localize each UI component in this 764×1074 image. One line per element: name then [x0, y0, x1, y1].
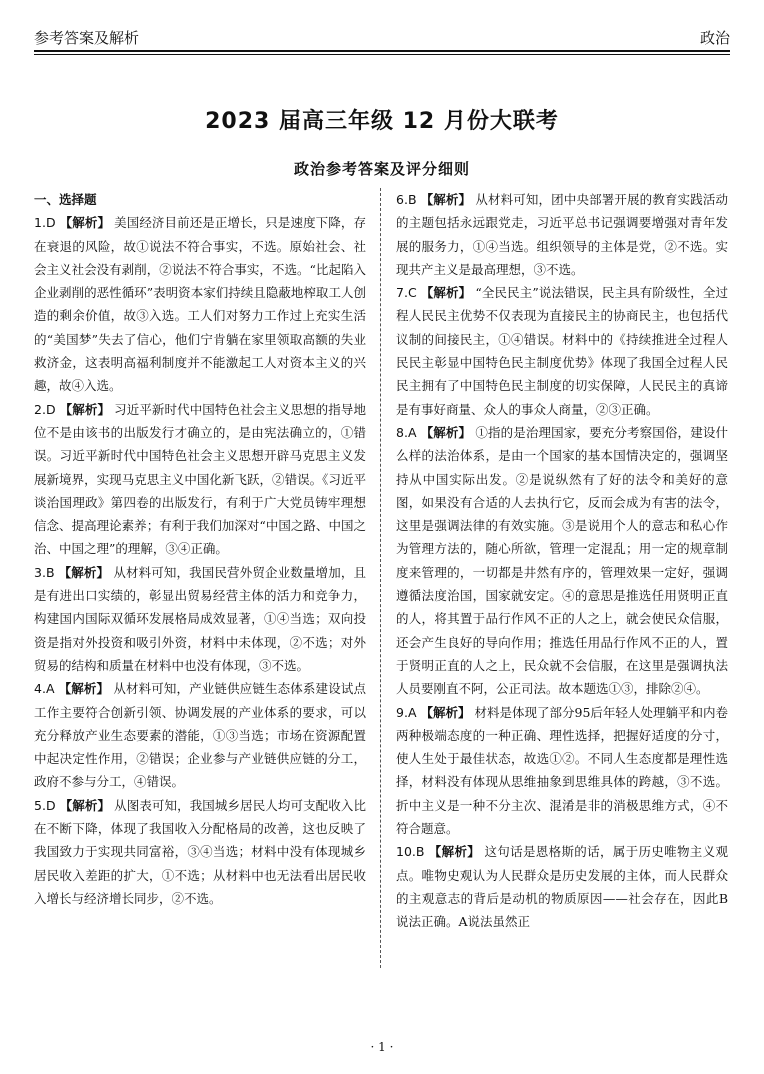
analysis-tag: 【解析】 [58, 564, 110, 580]
analysis-text: 从材料可知，产业链供应链生态体系建设试点工作主要符合创新引领、协调发展的产业体系的要求，可以充分释放产业生态要素的潜能，①③当选；市场在资源配置中起决定性作用，②错误；企业参与产业链供应链的分工，政府不参与分工，④错误。 [34, 681, 366, 790]
answer-choice: B [415, 844, 425, 860]
section-heading: 一、选择题 [34, 192, 97, 207]
answer-item [396, 701, 728, 841]
answer-item [396, 281, 728, 421]
question-number: 6. [396, 192, 408, 207]
header-rule-thin [34, 54, 730, 55]
answer-item [34, 561, 366, 677]
column-divider [380, 188, 381, 968]
analysis-tag: 【解析】 [420, 704, 471, 720]
analysis-text: ①指的是治理国家，要充分考察国俗，建设什么样的法治体系，是由一个国家的基本国情决定的，强调坚持从中国实际出发。②是说纵然有了好的法令和美好的意图，如果没有合适的人去执行它，反而会成为有害的法令，这里是强调法律的有效实施。③是说用个人的意志和私心作为管理方法的，随心所欲，管理一定混乱；用一定的规章制度来管理的，一切都是井然有序的，管理效果一定好，强调遵循法度治国，国家就安定。④的意思是推选任用贤明正直的人，将其置于品行作风不正的人之上，就会使民众信服，还会产生良好的导向作用；推选任用品行作风不正的人，置于贤明正直的人之上，民众就不会信服，在这里是强调执法人员要刚直不阿，公正司法。故本题选①③，排除②④。 [396, 424, 728, 697]
analysis-text: 从材料可知，团中央部署开展的教育实践活动的主题包括永远跟党走，习近平总书记强调要增强对青年发展的服务力，①④当选。组织领导的主体是党，②不选。实现共产主义是最高理想，③不选。 [396, 192, 728, 277]
analysis-tag: 【解析】 [420, 192, 472, 207]
answer-choice: A [407, 424, 417, 440]
answer-item [34, 211, 366, 397]
answer-choice: D [45, 401, 56, 417]
header-rule-thick [34, 50, 730, 52]
answer-subtitle: 政治参考答案及评分细则 [293, 160, 470, 178]
page-number: · 1 · [370, 1040, 394, 1054]
answer-item [34, 398, 366, 561]
question-number: 5. [34, 797, 46, 813]
left-answer-list [34, 211, 366, 910]
answer-item [396, 421, 728, 701]
right-column [396, 188, 728, 934]
question-number: 2. [34, 401, 46, 417]
analysis-tag: 【解析】 [420, 424, 472, 440]
header-right: 政治 [699, 29, 730, 47]
question-number: 9. [396, 704, 408, 720]
analysis-tag: 【解析】 [420, 285, 472, 301]
answer-item [396, 188, 728, 281]
answer-choice: B [45, 564, 55, 580]
question-number: 3. [34, 564, 46, 580]
answer-choice: A [45, 681, 55, 697]
question-number: 4. [34, 681, 46, 697]
analysis-tag: 【解析】 [59, 797, 111, 813]
exam-title: 2023 届高三年级 12 月份大联考 [205, 109, 559, 134]
left-column [34, 188, 366, 910]
question-number: 8. [396, 424, 408, 440]
analysis-text: 从图表可知，我国城乡居民人均可支配收入比在不断下降，体现了我国收入分配格局的改善，这也反映了我国致力于实现共同富裕，③④当选；材料中没有体现城乡居民收入差距的扩大，①不选；从材料中也无法看出居民收入增长与经济增长同步，②不选。 [34, 797, 366, 906]
analysis-text: 习近平新时代中国特色社会主义思想的指导地位不是由该书的出版发行才确立的，是由宪法确立的，①错误。习近平新时代中国特色社会主义思想开辟马克思主义发展新境界，实现马克思主义中国化新飞跃，②错误。《习近平谈治国理政》第四卷的出版发行，有利于广大党员铸牢理想信念、提高理论素养；有利于我们加深对“中国之路、中国之治、中国之理”的理解，③④正确。 [34, 401, 366, 557]
answer-choice: C [407, 285, 417, 301]
answer-item [34, 677, 366, 793]
question-number: 7. [396, 285, 408, 301]
analysis-tag: 【解析】 [59, 215, 111, 231]
analysis-text: 这句话是恩格斯的话，属于历史唯物主义观点。唯物史观认为人民群众是历史发展的主体，而人民群众的主观意志的背后是动机的物质原因——社会存在，因此B说法正确。A说法虽然正 [396, 844, 728, 930]
right-answer-list [396, 188, 728, 934]
answer-choice: A [407, 704, 417, 720]
analysis-text: 美国经济目前还是正增长，只是速度下降，存在衰退的风险，故①说法不符合事实，不选。原始社会、社会主义社会没有剥削，②说法不符合事实，不选。“比起陷入企业剥削的恶性循环”表明资本家们持续且隐蔽地榨取工人创造的剩余价值，故③入选。工人们对努力工作过上充实生活的“美国梦”失去了信心，他们宁肯躺在家里领取高额的失业救济金，这表明高福利制度并不能激起工人对资本主义的兴趣，故④入选。 [34, 215, 366, 394]
question-number: 10. [396, 844, 416, 860]
page-header [34, 22, 730, 48]
analysis-text: “全民民主”说法错误，民主具有阶级性，全过程人民民主优势不仅表现为直接民主的协商民主，也包括代议制的间接民主，①④错误。材料中的《持续推进全过程人民民主彰显中国特色民主制度优势》体现了我国全过程人民民主拥有了中国特色民主制度的切实保障，人民民主的真谛是有事好商量、众人的事众人商量，②③正确。 [396, 285, 728, 417]
analysis-tag: 【解析】 [428, 844, 481, 860]
answer-choice: D [45, 215, 56, 231]
header-left: 参考答案及解析 [34, 29, 140, 47]
answer-item [34, 794, 366, 910]
answer-choice: B [407, 192, 417, 207]
question-number: 1. [34, 215, 46, 231]
answer-item [396, 840, 728, 933]
answer-choice: D [45, 797, 56, 813]
analysis-text: 材料是体现了部分95后年轻人处理躺平和内卷两种极端态度的一种正确、理性选择，把握好适度的分寸，使人生处于最佳状态，故选①②。不同人生态度都是理性选择，材料没有体现从思维抽象到思维具体的跨越，③不选。折中主义是一种不分主次、混淆是非的消极思维方式，④不符合题意。 [396, 704, 728, 837]
analysis-tag: 【解析】 [58, 681, 110, 697]
analysis-text: 从材料可知，我国民营外贸企业数量增加，且是有进出口实绩的，彰显出贸易经营主体的活力和竞争力，构建国内国际双循环发展格局成效显著，①④当选；双向投资是指对外投资和吸引外资，材料中未体现，②不选；对外贸易的结构和质量在材料中也没有体现，③不选。 [34, 564, 366, 673]
analysis-tag: 【解析】 [59, 401, 111, 417]
